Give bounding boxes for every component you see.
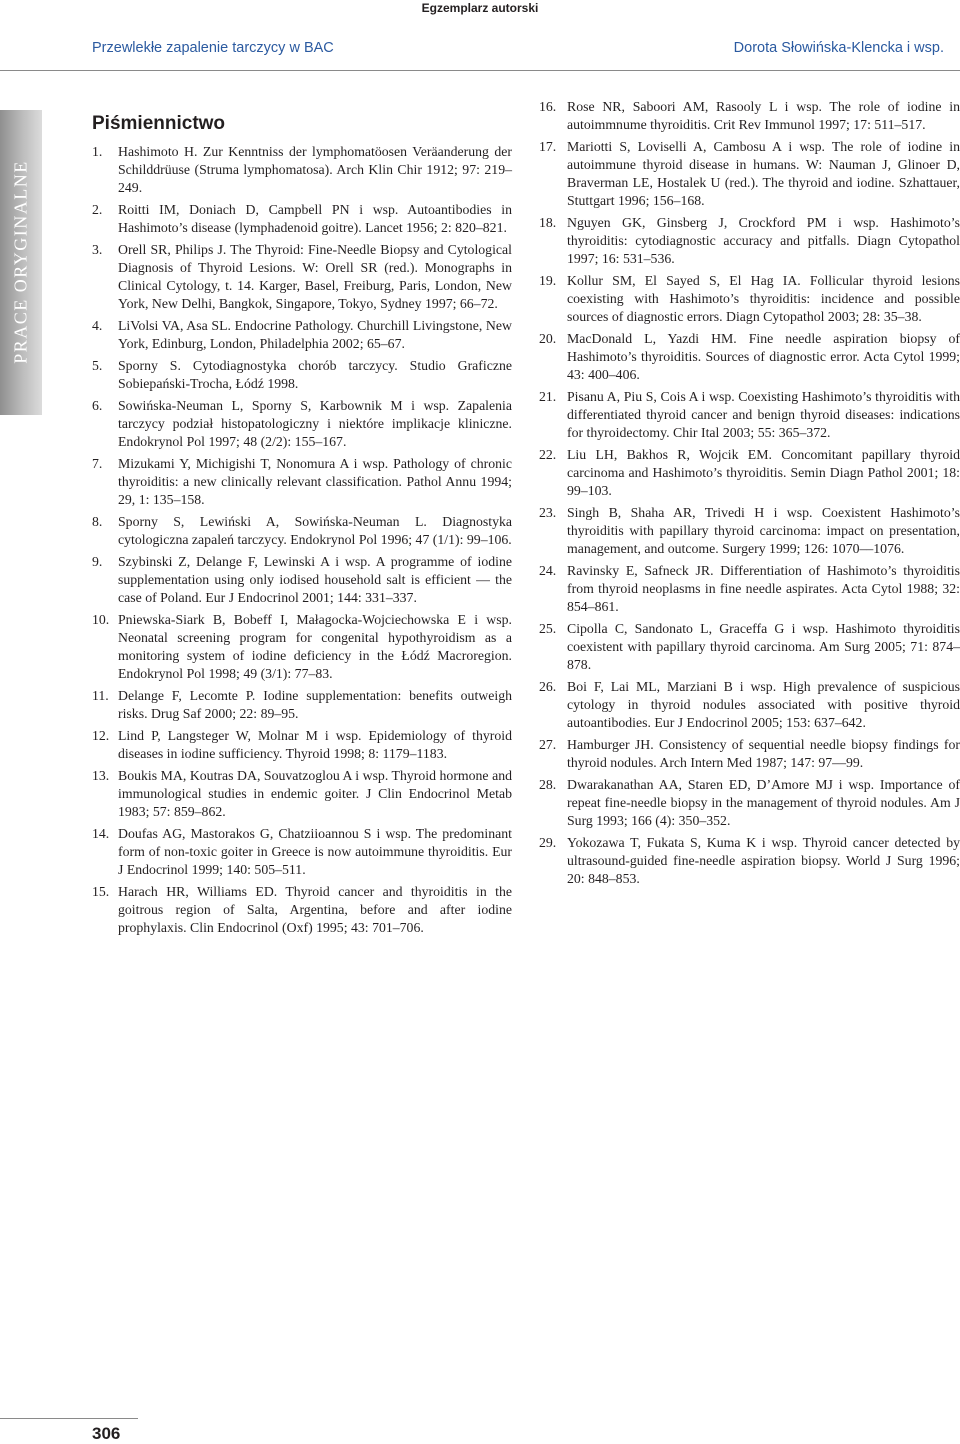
reference-text: Cipolla C, Sandonato L, Graceffa G i wsp. Hashimoto thyroiditis coexistent with papillary thyroid carcinoma. Am Surg 2005; 71: 874–878. (567, 621, 960, 672)
reference-number: 22. (539, 447, 557, 462)
reference-item (539, 98, 960, 134)
reference-number: 14. (92, 826, 110, 841)
references-heading: Piśmiennictwo (92, 113, 226, 134)
reference-number: 19. (539, 273, 557, 288)
reference-text: Delange F, Lecomte P. Iodine supplementation: benefits outweigh risks. Drug Saf 2000; 22: 89–95. (118, 688, 512, 721)
reference-item (539, 776, 960, 830)
reference-number: 4. (92, 318, 103, 333)
reference-item (539, 388, 960, 442)
reference-item (92, 767, 512, 821)
reference-text: Harach HR, Williams ED. Thyroid cancer and thyroiditis in the goitrous region of Salta, Argentina, before and after iodine prophylaxis. Clin Endocrinol (Oxf) 1995; 43: 701–706. (118, 884, 512, 935)
reference-item (92, 883, 512, 937)
reference-number: 11. (92, 688, 109, 703)
reference-number: 24. (539, 563, 557, 578)
reference-text: Boukis MA, Koutras DA, Souvatzoglou A i wsp. Thyroid hormone and immunological studies in endemic goiter. J Clin Endocrinol Metab 1983; 57: 859–862. (118, 768, 512, 819)
reference-number: 27. (539, 737, 557, 752)
reference-number: 10. (92, 612, 110, 627)
reference-item (92, 143, 512, 197)
reference-number: 20. (539, 331, 557, 346)
reference-text: Doufas AG, Mastorakos G, Chatziioannou S i wsp. The predominant form of non-toxic goiter in Greece is now autoimmune thyroiditis. Eur J Endocrinol 1999; 140: 505–511. (118, 826, 512, 877)
reference-number: 7. (92, 456, 103, 471)
reference-item (539, 446, 960, 500)
reference-number: 16. (539, 99, 557, 114)
reference-number: 8. (92, 514, 103, 529)
reference-list-left (92, 143, 512, 941)
reference-text: Mizukami Y, Michigishi T, Nonomura A i wsp. Pathology of chronic thyroiditis: a new clinically relevant classification. Pathol Annu 1994; 29, 1: 135–158. (118, 456, 512, 507)
reference-text: Kollur SM, El Sayed S, El Hag IA. Follicular thyroid lesions coexisting with Hashimoto’s thyroiditis: incidence and possible sources of diagnostic errors. Diagn Cytopathol 2003; 28: 35–38. (567, 273, 960, 324)
reference-text: Dwarakanathan AA, Staren ED, D’Amore MJ i wsp. Importance of repeat fine-needle biopsy in the management of thyroid nodules. Am J Surg 1993; 166 (4): 350–352. (567, 777, 960, 828)
reference-text: LiVolsi VA, Asa SL. Endocrine Pathology. Churchill Livingstone, New York, Edinburg, London, Philadelphia 2002; 65–67. (118, 318, 512, 351)
reference-item (92, 611, 512, 683)
reference-text: Pisanu A, Piu S, Cois A i wsp. Coexisting Hashimoto’s thyroiditis with differentiated thyroid cancer and benign thyroid diseases: indications for thyroidectomy. Chir Ital 2003; 55: 365–372. (567, 389, 960, 440)
page-number: 306 (92, 1424, 121, 1443)
reference-item (539, 330, 960, 384)
reference-number: 12. (92, 728, 110, 743)
reference-text: MacDonald L, Yazdi HM. Fine needle aspiration biopsy of Hashimoto’s thyroiditis. Sources of diagnostic error. Acta Cytol 1999; 43: 400–406. (567, 331, 960, 382)
reference-text: Szybinski Z, Delange F, Lewinski A i wsp. A programme of iodine supplementation using only iodised household salt is efficient — the case of Poland. Eur J Endocrinol 2001; 144: 331–337. (118, 554, 512, 605)
reference-number: 13. (92, 768, 110, 783)
reference-number: 25. (539, 621, 557, 636)
reference-text: Singh B, Shaha AR, Trivedi H i wsp. Coexistent Hashimoto’s thyroiditis with papillary thyroid carcinoma: impact on presentation, management, and outcome. Surgery 1999; 126: 1070––1076. (567, 505, 960, 556)
reference-number: 2. (92, 202, 103, 217)
reference-item (92, 553, 512, 607)
reference-item (539, 736, 960, 772)
reference-number: 17. (539, 139, 557, 154)
reference-text: Hashimoto H. Zur Kenntniss der lymphomatöosen Veräanderung der Schilddrüuse (Struma lymphomatosa). Arch Klin Chir 1912; 97: 219–249. (118, 144, 512, 195)
reference-text: Liu LH, Bakhos R, Wojcik EM. Concomitant papillary thyroid carcinoma and Hashimoto’s thyroiditis. Semin Diagn Pathol 2001; 18: 99–103. (567, 447, 960, 498)
reference-text: Lind P, Langsteger W, Molnar M i wsp. Epidemiology of thyroid diseases in iodine sufficiency. Thyroid 1998; 8: 1179–1183. (118, 728, 512, 761)
reference-item (92, 455, 512, 509)
reference-item (92, 241, 512, 313)
reference-item (539, 620, 960, 674)
reference-text: Nguyen GK, Ginsberg J, Crockford PM i wsp. Hashimoto’s thyroiditis: cytodiagnostic accuracy and pitfalls. Diagn Cytopathol 1997; 16: 531–536. (567, 215, 960, 266)
reference-text: Roitti IM, Doniach D, Campbell PN i wsp. Autoantibodies in Hashimoto’s disease (lymphadenoid goitre). Lancet 1956; 2: 820–821. (118, 202, 512, 235)
reference-text: Pniewska-Siark B, Bobeff I, Małagocka-Wojciechowska E i wsp. Neonatal screening program for congenital hypothyroidism as a monitoring system of iodine deficiency in the Łódź Macroregion. Endokrynol Pol 1998; 49 (3/1): 77–83. (118, 612, 512, 681)
running-head-title: Przewlekłe zapalenie tarczycy w BAC (92, 40, 334, 56)
reference-text: Mariotti S, Loviselli A, Cambosu A i wsp. The role of iodine in autoimmune thyroid disease in humans. W: Nauman J, Glinoer D, Braverman LE, Hostalek U (red.). The thyroid and iodine. Szhattauer, Stuttgart 1996; 156–168. (567, 139, 960, 208)
running-head-authors: Dorota Słowińska-Klencka i wsp. (733, 40, 944, 56)
header-divider (0, 70, 960, 71)
reference-item (92, 687, 512, 723)
reference-item (92, 727, 512, 763)
reference-item (539, 562, 960, 616)
reference-item (539, 214, 960, 268)
reference-item (92, 317, 512, 353)
reference-text: Yokozawa T, Fukata S, Kuma K i wsp. Thyroid cancer detected by ultrasound-guided fine-needle aspiration biopsy. World J Surg 1996; 20: 848–853. (567, 835, 960, 886)
reference-text: Hamburger JH. Consistency of sequential needle biopsy findings for thyroid nodules. Arch Intern Med 1987; 147: 97––99. (567, 737, 960, 770)
footer-divider (0, 1418, 138, 1419)
reference-text: Rose NR, Saboori AM, Rasooly L i wsp. The role of iodine in autoimmnume thyroiditis. Crit Rev Immunol 1997; 17: 511–517. (567, 99, 960, 132)
reference-list-right (539, 98, 960, 892)
reference-number: 26. (539, 679, 557, 694)
reference-item (539, 138, 960, 210)
reference-text: Sporny S. Cytodiagnostyka chorób tarczycy. Studio Graficzne Sobiepański-Trocha, Łódź 1998. (118, 358, 512, 391)
reference-number: 15. (92, 884, 110, 899)
author-copy-note: Egzemplarz autorski (421, 1, 539, 15)
reference-item (539, 834, 960, 888)
reference-number: 9. (92, 554, 103, 569)
reference-text: Boi F, Lai ML, Marziani B i wsp. High prevalence of suspicious cytology in thyroid nodules associated with positive thyroid autoantibodies. Eur J Endocrinol 2005; 153: 637–642. (567, 679, 960, 730)
section-side-label: PRACE ORYGINALNE (10, 160, 31, 364)
reference-number: 3. (92, 242, 103, 257)
reference-number: 1. (92, 144, 103, 159)
reference-item (92, 513, 512, 549)
reference-text: Sporny S, Lewiński A, Sowińska-Neuman L. Diagnostyka cytologiczna zapaleń tarczycy. Endokrynol Pol 1996; 47 (1/1): 99–106. (118, 514, 512, 547)
reference-item (92, 201, 512, 237)
reference-number: 23. (539, 505, 557, 520)
reference-text: Sowińska-Neuman L, Sporny S, Karbownik M i wsp. Zapalenia tarczycy podział histopatologiczny i niektóre implikacje kliniczne. Endokrynol Pol 1997; 48 (2/2): 155–167. (118, 398, 512, 449)
reference-item (92, 825, 512, 879)
reference-number: 6. (92, 398, 103, 413)
reference-number: 18. (539, 215, 557, 230)
reference-item (92, 397, 512, 451)
reference-number: 21. (539, 389, 557, 404)
reference-item (539, 504, 960, 558)
reference-text: Ravinsky E, Safneck JR. Differentiation of Hashimoto’s thyroiditis from thyroid neoplasms in fine needle aspirates. Acta Cytol 1988; 32: 854–861. (567, 563, 960, 614)
reference-item (539, 272, 960, 326)
reference-text: Orell SR, Philips J. The Thyroid: Fine-Needle Biopsy and Cytological Diagnosis of Thyroid Lesions. W: Orell SR (red.). Monographs in Clinical Cytology, t. 14. Karger, Basel, Freiburg, Paris, London, New York, New Delhi, Bangkok, Singapore, Tokyo, Sydney 1997; 66–72. (118, 242, 512, 311)
reference-number: 29. (539, 835, 557, 850)
reference-item (539, 678, 960, 732)
reference-item (92, 357, 512, 393)
reference-number: 28. (539, 777, 557, 792)
reference-number: 5. (92, 358, 103, 373)
